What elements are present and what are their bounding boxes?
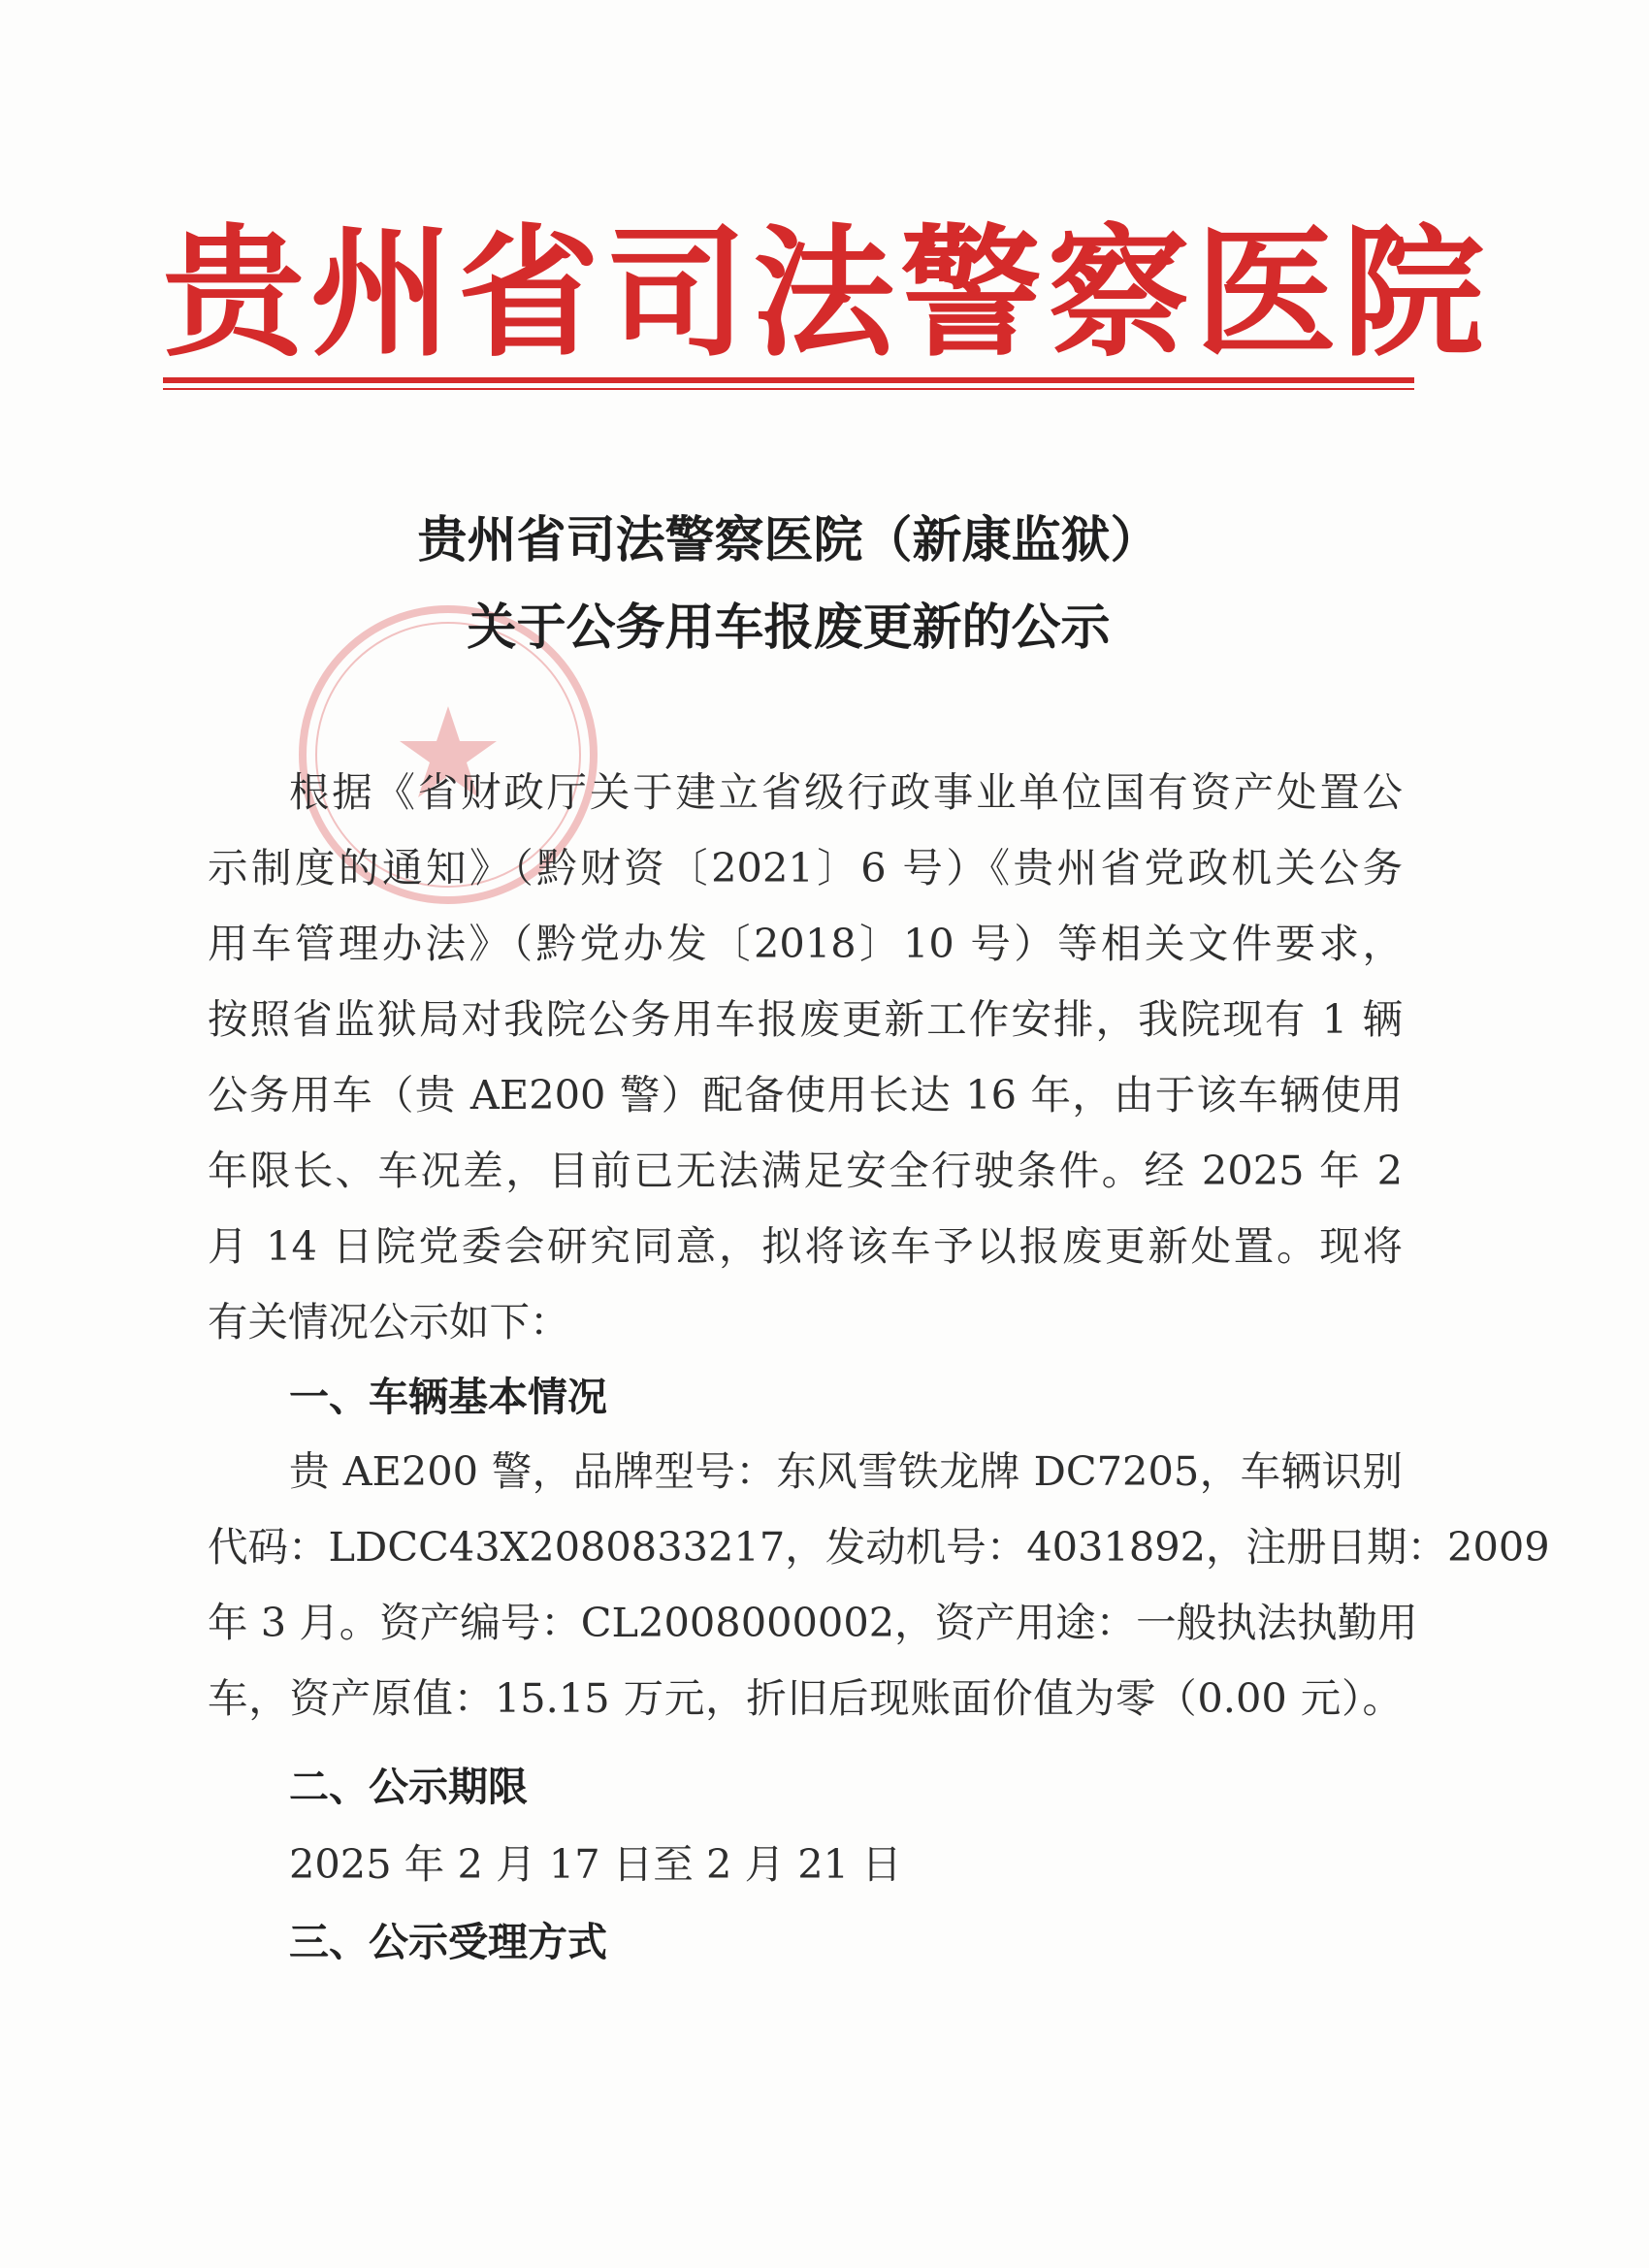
vehicle-info-paragraph (208, 1434, 1550, 1736)
intro-line: 年限长、车况差，目前已无法满足安全行驶条件。经 2025 年 2 (208, 1147, 1403, 1194)
vehicle-info-line: 车，资产原值：15.15 万元，折旧后现账面价值为零（0.00 元）。 (208, 1674, 1403, 1722)
intro-paragraph (208, 755, 1403, 1360)
letterhead-red-rule-thin (163, 388, 1414, 390)
notice-period-text: 2025 年 2 月 17 日至 2 月 21 日 (289, 1840, 902, 1888)
section-heading-notice-period: 二、公示期限 (289, 1764, 528, 1810)
section-heading-vehicle-info: 一、车辆基本情况 (289, 1374, 607, 1420)
intro-line: 有关情况公示如下： (208, 1298, 570, 1345)
intro-line: 示制度的通知》（黔财资〔2021〕6 号）《贵州省党政机关公务 (208, 844, 1403, 891)
intro-line: 按照省监狱局对我院公务用车报废更新工作安排，我院现有 1 辆 (208, 995, 1403, 1043)
intro-line: 公务用车（贵 AE200 警）配备使用长达 16 年，由于该车辆使用 (208, 1071, 1403, 1118)
intro-line: 用车管理办法》（黔党办发〔2018〕10 号）等相关文件要求， (208, 920, 1403, 967)
intro-line: 根据《省财政厅关于建立省级行政事业单位国有资产处置公 (289, 768, 1403, 816)
notice-title-line-2: 关于公务用车报废更新的公示 (467, 599, 1111, 657)
letterhead-org-name: 贵州省司法警察医院 (163, 211, 1490, 376)
letterhead-red-rule-thick (163, 377, 1414, 383)
vehicle-info-line: 年 3 月。资产编号：CL2008000002，资产用途：一般执法执勤用 (208, 1599, 1418, 1646)
intro-line: 月 14 日院党委会研究同意，拟将该车予以报废更新处置。现将 (208, 1222, 1403, 1270)
notice-title-line-1: 贵州省司法警察医院（新康监狱） (417, 511, 1160, 569)
vehicle-info-line: 贵 AE200 警，品牌型号：东风雪铁龙牌 DC7205，车辆识别 (289, 1447, 1403, 1495)
vehicle-info-line: 代码：LDCC43X2080833217，发动机号：4031892，注册日期：2009 (208, 1523, 1550, 1571)
section-heading-acceptance-method: 三、公示受理方式 (289, 1919, 607, 1965)
